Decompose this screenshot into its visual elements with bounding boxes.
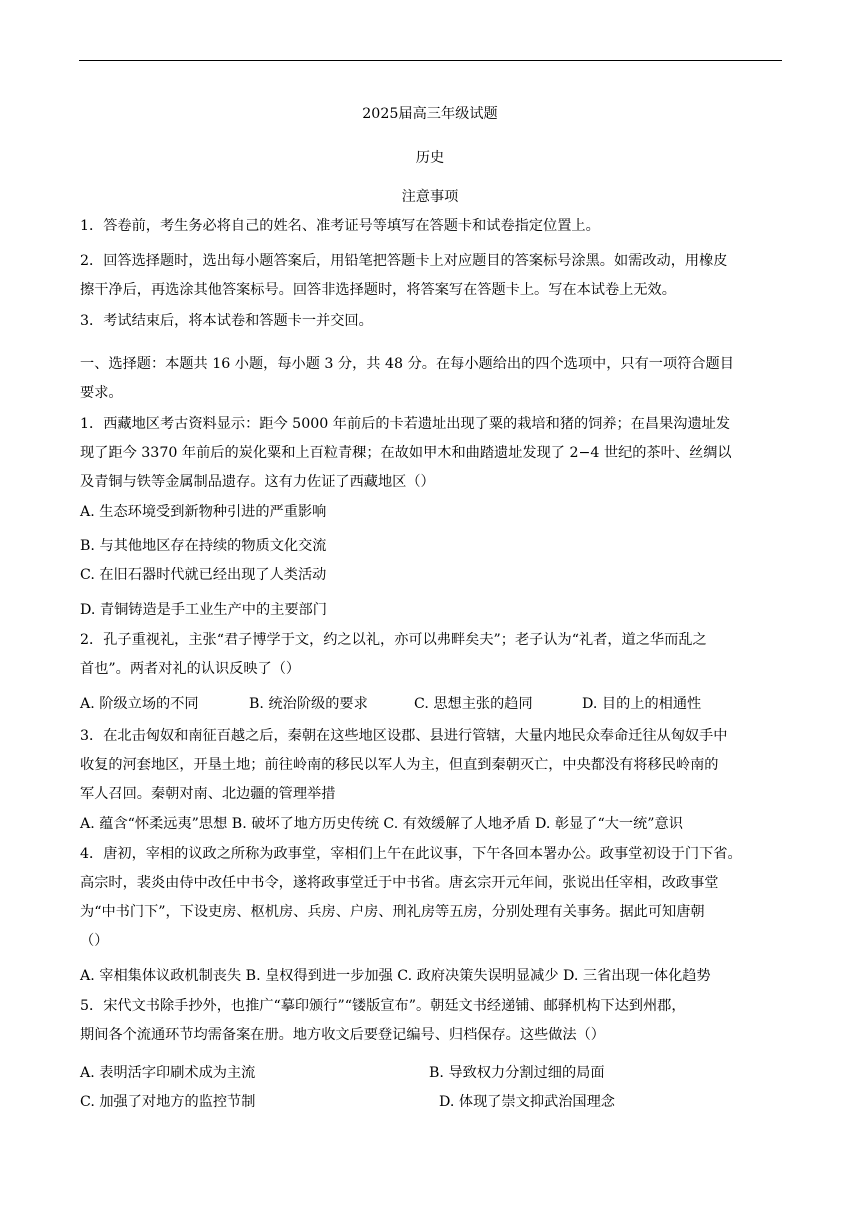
q5-stem-line2: 期间各个流通环节均需备案在册。地方收文后要登记编号、归档保存。这些做法（） <box>80 1027 605 1043</box>
q4-stem-line2: 高宗时，裴炎由侍中改任中书令，遂将政事堂迁于中书省。唐玄宗开元年间，张说出任宰相，改政事堂 <box>80 875 719 891</box>
exam-title: 2025届高三年级试题 <box>362 106 498 122</box>
q2-option-a: A. 阶级立场的不同 <box>80 696 199 712</box>
notice-heading: 注意事项 <box>401 189 459 205</box>
q5-option-a: A. 表明活字印刷术成为主流 <box>80 1065 256 1081</box>
q3-stem-line1: 3．在北击匈奴和南征百越之后，秦朝在这些地区设郡、县进行管辖，大量内地民众奉命迁往从匈奴手中 <box>80 728 728 744</box>
q2-stem-line1: 2．孔子重视礼，主张“君子博学于文，约之以礼，亦可以弗畔矣夫”；老子认为“礼者，道之华而乱之 <box>80 632 707 648</box>
q3-options: A. 蕴含“怀柔远夷”思想 B. 破坏了地方历史传统 C. 有效缓解了人地矛盾 D. 彰显了“大一统”意识 <box>80 816 683 832</box>
notice-2b: 擦干净后，再选涂其他答案标号。回答非选择题时，将答案写在答题卡上。写在本试卷上无效。 <box>80 282 676 298</box>
q1-stem-line1: 1．西藏地区考古资料显示：距今 5000 年前后的卡若遗址出现了粟的栽培和猪的饲养；在昌果沟遗址发 <box>80 416 731 432</box>
q2-option-b: B. 统治阶级的要求 <box>249 696 368 712</box>
q1-option-a: A. 生态环境受到新物种引进的严重影响 <box>80 504 327 520</box>
q1-stem-line3: 及青铜与铁等金属制品遗存。这有力佐证了西藏地区（） <box>80 474 435 490</box>
q2-stem-line2: 首也”。两者对礼的认识反映了（） <box>80 661 301 677</box>
q1-option-c: C. 在旧石器时代就已经出现了人类活动 <box>80 567 327 583</box>
header-rule <box>79 60 782 61</box>
notice-3: 3．考试结束后，将本试卷和答题卡一并交回。 <box>80 313 373 329</box>
section-heading-line1: 一、选择题：本题共 16 小题，每小题 3 分，共 48 分。在每小题给出的四个选项中，只有一项符合题目 <box>80 356 734 372</box>
q3-stem-line3: 军人召回。秦朝对南、北边疆的管理举措 <box>80 786 336 802</box>
q1-option-d: D. 青铜铸造是手工业生产中的主要部门 <box>80 602 327 618</box>
subject-title: 历史 <box>415 150 445 166</box>
q2-option-d: D. 目的上的相通性 <box>582 696 702 712</box>
q5-option-d: D. 体现了崇文抑武治国理念 <box>439 1094 615 1110</box>
q1-stem-line2: 现了距今 3370 年前后的炭化粟和上百粒青稞；在故如甲木和曲踏遗址发现了 2−4 世纪的茶叶、丝绸以 <box>80 445 732 461</box>
q3-stem-line2: 收复的河套地区，开垦土地；前往岭南的移民以军人为主，但直到秦朝灭亡，中央都没有将移民岭南的 <box>80 757 719 773</box>
q4-stem-line4: （） <box>80 933 109 949</box>
section-heading-line2: 要求。 <box>80 385 123 401</box>
notice-2a: 2．回答选择题时，选出每小题答案后，用铅笔把答题卡上对应题目的答案标号涂黑。如需改动，用橡皮 <box>80 253 728 269</box>
q4-stem-line1: 4．唐初，宰相的议政之所称为政事堂，宰相们上午在此议事，下午各回本署办公。政事堂初设于门下省。 <box>80 846 742 862</box>
q4-options: A. 宰相集体议政机制丧失 B. 皇权得到进一步加强 C. 政府决策失误明显减少 D. 三省出现一体化趋势 <box>80 968 711 984</box>
q1-option-b: B. 与其他地区存在持续的物质文化交流 <box>80 538 327 554</box>
q4-stem-line3: 为“中书门下”，下设吏房、枢机房、兵房、户房、刑礼房等五房，分别处理有关事务。据此可知唐朝 <box>80 904 705 920</box>
q5-option-b: B. 导致权力分割过细的局面 <box>429 1065 605 1081</box>
q2-option-c: C. 思想主张的趋同 <box>414 696 533 712</box>
q5-option-c: C. 加强了对地方的监控节制 <box>80 1094 256 1110</box>
notice-1: 1．答卷前，考生务必将自己的姓名、准考证号等填写在答题卡和试卷指定位置上。 <box>80 218 600 234</box>
q5-stem-line1: 5．宋代文书除手抄外，也推广“摹印颁行”“镂版宣布”。朝廷文书经递铺、邮驿机构下达到州郡， <box>80 998 686 1014</box>
